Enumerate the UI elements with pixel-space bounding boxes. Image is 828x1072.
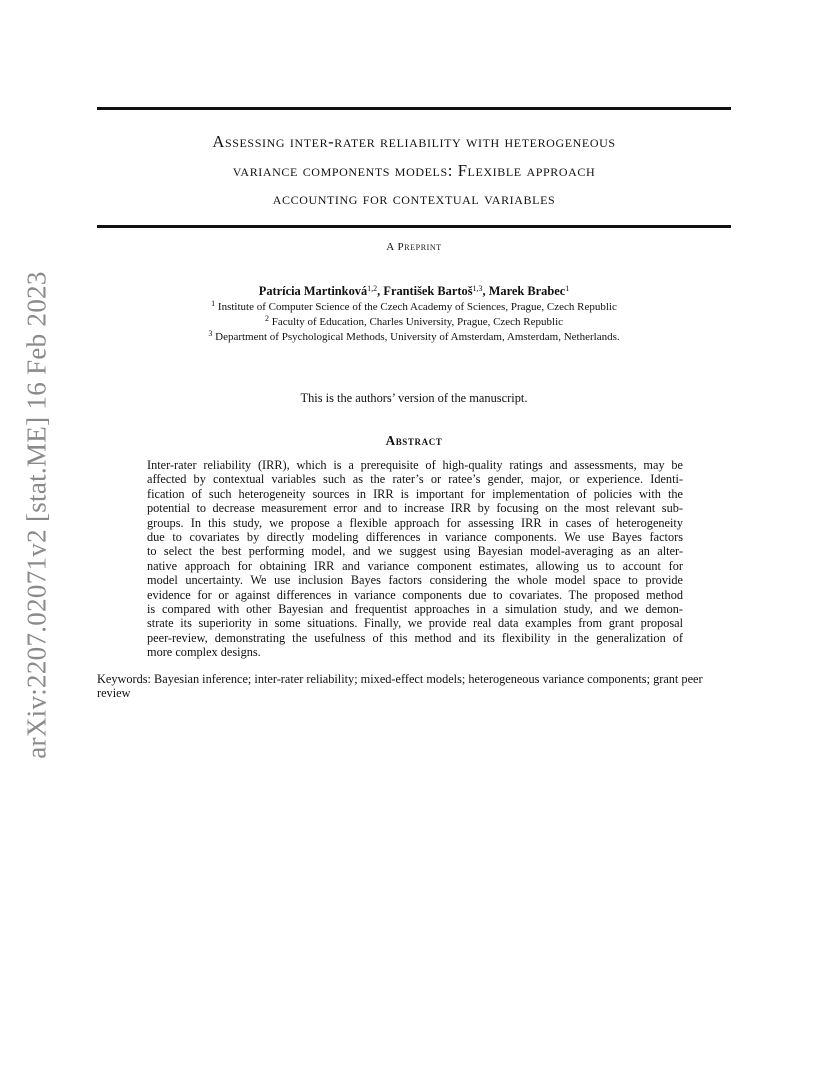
abstract-line: groups. In this study, we propose a flexible approach for assessing IRR in cases of heterogeneity bbox=[147, 515, 683, 530]
abstract-heading: Abstract bbox=[385, 433, 443, 448]
affiliation bbox=[97, 316, 731, 328]
title-rule-bottom bbox=[97, 225, 731, 228]
author-affiliation-mark: 1,3 bbox=[472, 284, 483, 293]
arxiv-identifier-stamp: arXiv:2207.02071v2 [stat.ME] 16 Feb 2023 bbox=[21, 271, 52, 759]
affiliation-number: 1 bbox=[211, 299, 216, 308]
affiliation-text: Department of Psychological Methods, University of Amsterdam, Amsterdam, Netherlands. bbox=[212, 331, 620, 343]
abstract-line: model uncertainty. We use inclusion Bayes factors considering the whole model space to provide bbox=[147, 573, 683, 588]
abstract-line: to select the best performing model, and we suggest using Bayesian model-averaging as an alter- bbox=[147, 544, 683, 559]
abstract-line: potential to decrease measurement error and to increase IRR by focusing on the most relevant sub- bbox=[147, 501, 683, 516]
affiliation bbox=[97, 301, 731, 313]
abstract-line: is compared with other Bayesian and frequentist approaches in a simulation study, and we demon- bbox=[147, 602, 683, 617]
author-list bbox=[97, 284, 731, 299]
title-line: accounting for contextual variables bbox=[272, 189, 556, 208]
abstract-line: affected by contextual variables such as the rater’s or ratee’s gender, major, or experience. Identi- bbox=[147, 472, 683, 487]
author-separator: , bbox=[377, 284, 384, 298]
author-name: František Bartoš bbox=[383, 284, 473, 298]
abstract-line: due to covariates by directly modeling differences in variance components. We use Bayes factors bbox=[147, 530, 683, 545]
keywords: Keywords: Bayesian inference; inter-rater reliability; mixed-effect models; heterogeneous variance components; grant peer review bbox=[97, 672, 703, 701]
abstract-line: evidence for or against differences in variance components due to covariates. The proposed method bbox=[147, 587, 683, 602]
author-name: Patrícia Martinková bbox=[258, 284, 368, 298]
title-line: Assessing inter-rater reliability with heterogeneous bbox=[212, 132, 616, 151]
abstract-line: strate its superiority in some situations. Finally, we provide real data examples from grant proposal bbox=[147, 616, 683, 631]
abstract-line: fication of such heterogeneity sources in IRR is important for implementation of policies with the bbox=[147, 486, 683, 501]
affiliation-text: Faculty of Education, Charles University, Prague, Czech Republic bbox=[268, 316, 564, 328]
preprint-label: A Preprint bbox=[386, 241, 442, 253]
affiliation-number: 2 bbox=[264, 314, 269, 323]
title-rule-top bbox=[97, 107, 731, 110]
abstract-line: native approach for obtaining IRR and variance component estimates, allowing us to account for bbox=[147, 558, 683, 573]
abstract-line: more complex designs. bbox=[147, 645, 261, 660]
paper-title bbox=[97, 128, 731, 214]
abstract-body bbox=[147, 458, 683, 660]
affiliation-text: Institute of Computer Science of the Czech Academy of Sciences, Prague, Czech Republic bbox=[215, 301, 617, 313]
author-name: Marek Brabec bbox=[488, 284, 566, 298]
author-separator: , bbox=[482, 284, 489, 298]
abstract-line: Inter-rater reliability (IRR), which is a prerequisite of high-quality ratings and assessments, may be bbox=[147, 458, 683, 472]
author-affiliation-mark: 1 bbox=[565, 284, 570, 293]
author-affiliation-mark: 1,2 bbox=[367, 284, 378, 293]
affiliation bbox=[97, 331, 731, 343]
affiliation-number: 3 bbox=[208, 329, 213, 338]
abstract-line: peer-review, demonstrating the usefulness of this method and its flexibility in the generalization of bbox=[147, 630, 683, 645]
title-line: variance components models: Flexible approach bbox=[232, 160, 596, 180]
manuscript-version-note: This is the authors’ version of the manuscript. bbox=[300, 391, 528, 405]
